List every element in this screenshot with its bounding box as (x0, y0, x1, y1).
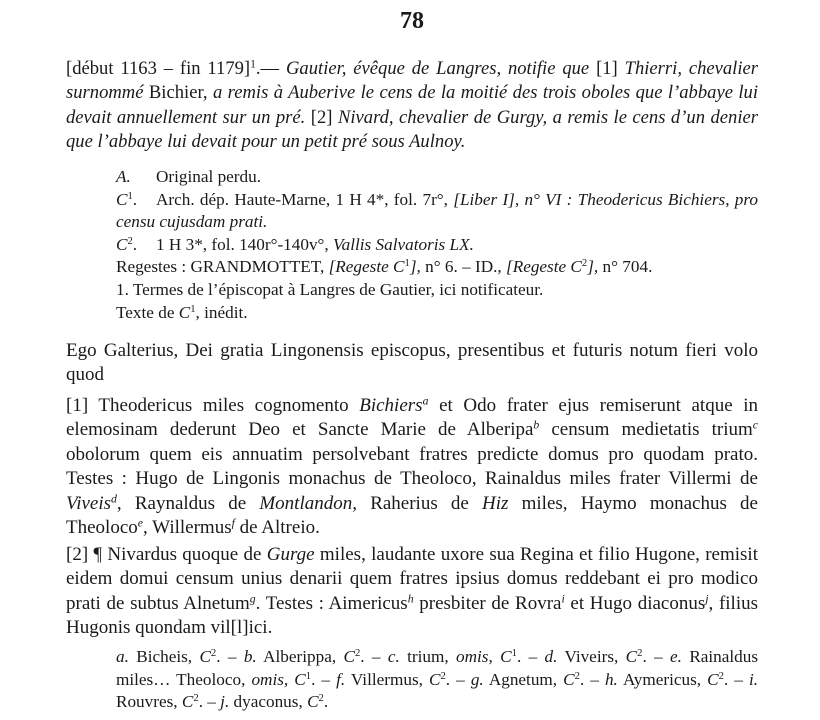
page-number: 78 (400, 8, 424, 34)
textual-notes: a. Bicheis, $C^2$. – b. Alberippa, $C^2$. – c. trium, omis, $C^1$. – d. Viveirs, $C^2$. – e. Rainaldus miles… Theoloco, omis, $C^1$. – f. Villermus, $C^2$. – g. Agnetum, $C^2$. – h. Aymericus, $C^2$. – i. Rouvres, $C^2$. – j. dyaconus, $C^2$. (116, 647, 759, 712)
regestes: Regestes : GRANDMOTTET, [Regeste $C^1$], n° 6. – ID., [Regeste $C^2$], n° 704. (116, 257, 653, 277)
footnote-1: 1. Termes de l’épiscopat à Langres de Gautier, ici notificateur. (116, 279, 544, 299)
critical-apparatus (116, 166, 758, 324)
charter-paragraph-2: [2] ¶ Nivardus quoque de Gurge miles, laudante uxore sua Regina et filio Hugone, remisit eidem domui censum unius denarii quem fratres ipsius domus reddebant ei pro modico prati de subtus Alnetum$^g$. Testes : Aimericus$^h$ presbiter de Rovra$^i$ et Hugo diaconus$^j$, filius Hugonis quondam vil[l]ici. (66, 544, 759, 639)
witness-a: A. Original perdu. (116, 167, 262, 186)
charter-paragraph-1: [1] Theodericus miles cognomento Bichiers$^a$ et Odo frater ejus remiserunt atque in elemosinam dederunt Deo et Sancte Marie de Alberipa$^b$ censum medietatis trium$^c$ obolorum quem eis annuatim persolvebant fratres predicte domus pro quodam prato. Testes : Hugo de Lingonis monachus de Theoloco, Rainaldus miles frater Villermi de Viveis$^d$, Raynaldus de Montlandon, Raherius de Hiz miles, Haymo monachus de Theoloco$^e$, Willermus$^f$ de Altreio. (66, 394, 759, 539)
text-source: Texte de $C^1$, inédit. (116, 302, 248, 322)
act-summary: [début 1163 – fin 1179]$^1$.— Gautier, évêque de Langres, notifie que [1] Thierri, chevalier surnommé Bichier, a remis à Auberive le cens de la moitié des trois oboles que l’abbaye lui devait annuellement sur un pré. [2] Nivard, chevalier de Gurgy, a remis le cens d’un denier que l’abbaye lui devait pour un petit pré sous Aulnoy. (66, 58, 759, 152)
charter-intro: Ego Galterius, Dei gratia Lingonensis episcopus, presentibus et futuris notum fieri volo quod (66, 340, 758, 386)
footnote-ref: 1 (250, 58, 256, 71)
witness-c2: $C^2$. 1 H 3*, fol. 140r°-140v°, Vallis Salvatoris LX. (116, 234, 474, 254)
act-date: [début 1163 – fin 1179] (66, 58, 251, 79)
witness-c1: $C^1$. Arch. dép. Haute-Marne, 1 H 4*, fol. 7r°, [Liber I], n° VI : Theodericus Bichiers, pro censu cujusdam prati. (116, 189, 759, 232)
